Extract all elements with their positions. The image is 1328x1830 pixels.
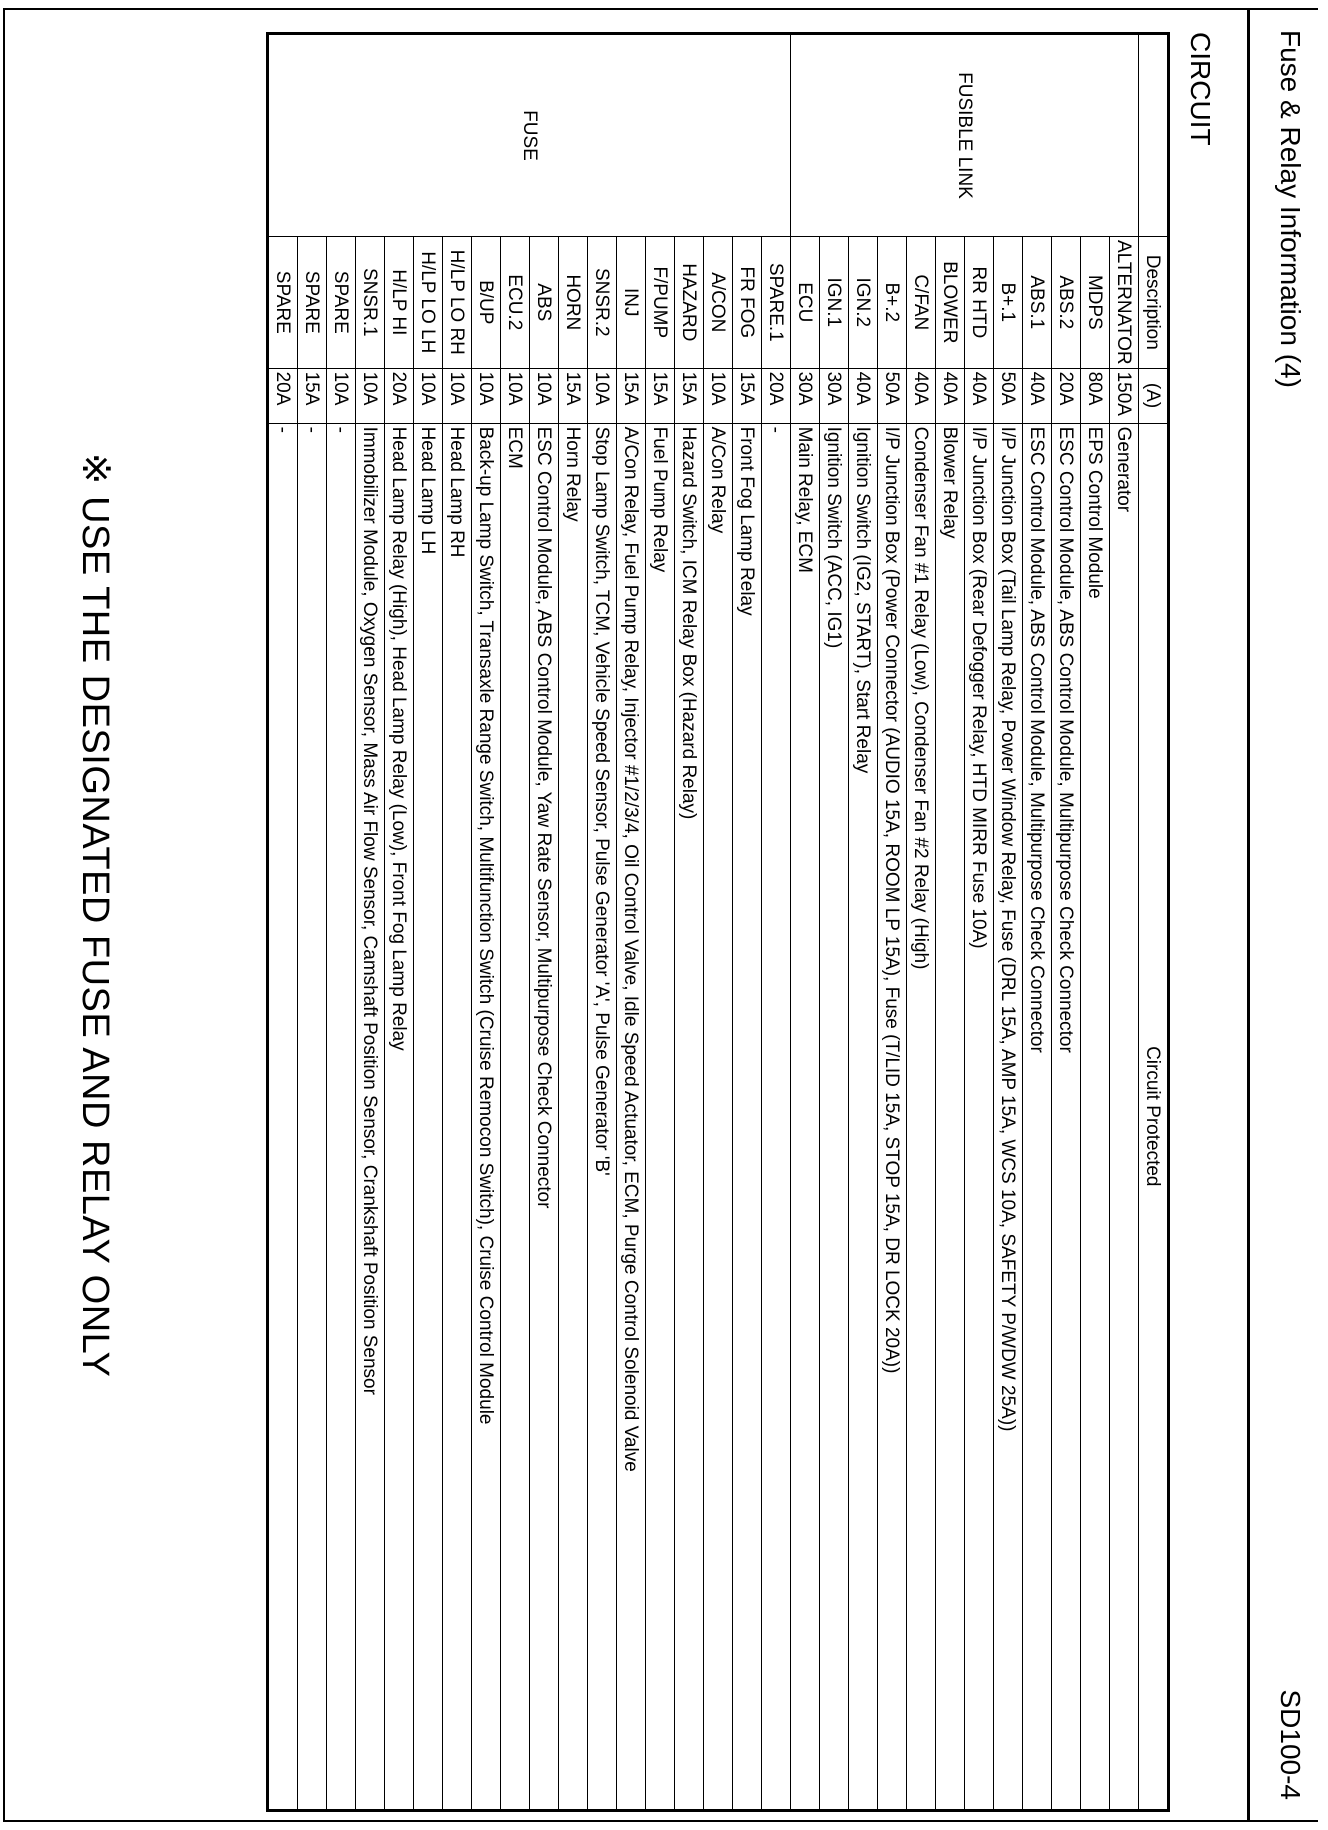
circuit-protected-cell: - <box>762 423 791 1810</box>
amp-cell: 10A <box>704 368 733 423</box>
page-code: SD100-4 <box>1275 1689 1306 1800</box>
amp-cell: 10A <box>501 368 530 423</box>
amp-cell: 10A <box>472 368 501 423</box>
amp-cell: 50A <box>878 368 907 423</box>
table-row <box>356 34 385 1811</box>
circuit-protected-cell: - <box>327 423 356 1810</box>
circuit-protected-cell: Ignition Switch (IG2, START), Start Relay <box>849 423 878 1810</box>
table-row <box>588 34 617 1811</box>
amp-cell: 10A <box>414 368 443 423</box>
table-row <box>791 34 820 1811</box>
amp-cell: 20A <box>385 368 414 423</box>
description-cell: ABS.2 <box>1052 237 1081 369</box>
description-cell: H/LP LO LH <box>414 237 443 369</box>
table-row <box>298 34 327 1811</box>
amp-cell: 20A <box>762 368 791 423</box>
description-header: Description <box>1139 237 1169 369</box>
circuit-protected-cell: ESC Control Module, ABS Control Module, Multipurpose Check Connector <box>1052 423 1081 1810</box>
header-divider <box>1247 8 1250 1822</box>
table-row <box>443 34 472 1811</box>
amp-cell: 15A <box>617 368 646 423</box>
amp-cell: 15A <box>298 368 327 423</box>
circuit-protected-cell: A/Con Relay, Fuel Pump Relay, Injector #1/2/3/4, Oil Control Valve, Idle Speed Actuator, ECM, Purge Control Solenoid Valve <box>617 423 646 1810</box>
amp-cell: 40A <box>936 368 965 423</box>
frame-right-border <box>3 1820 1318 1822</box>
circuit-protected-cell: I/P Junction Box (Power Connector (AUDIO 15A, ROOM LP 15A), Fuse (T/LID 15A, STOP 15A, DR LOCK 20A)) <box>878 423 907 1810</box>
amp-cell: 20A <box>1052 368 1081 423</box>
table-row <box>1110 34 1139 1811</box>
circuit-protected-cell: Main Relay, ECM <box>791 423 820 1810</box>
description-cell: RR HTD <box>965 237 994 369</box>
description-cell: SPARE <box>298 237 327 369</box>
table-row <box>501 34 530 1811</box>
circuit-protected-cell: ESC Control Module, ABS Control Module, Multipurpose Check Connector <box>1023 423 1052 1810</box>
table-row <box>820 34 849 1811</box>
table-row <box>646 34 675 1811</box>
circuit-protected-cell: Head Lamp LH <box>414 423 443 1810</box>
table-row <box>704 34 733 1811</box>
description-cell: BLOWER <box>936 237 965 369</box>
amp-cell: 15A <box>733 368 762 423</box>
amp-header: (A) <box>1139 368 1169 423</box>
table-header-row <box>1139 34 1169 1811</box>
circuit-protected-cell: Immobilizer Module, Oxygen Sensor, Mass Air Flow Sensor, Camshaft Position Sensor, Crankshaft Position Sensor <box>356 423 385 1810</box>
circuit-protected-cell: Front Fog Lamp Relay <box>733 423 762 1810</box>
circuit-protected-cell: - <box>268 423 298 1810</box>
circuit-protected-cell: Blower Relay <box>936 423 965 1810</box>
table-row <box>849 34 878 1811</box>
description-cell: C/FAN <box>907 237 936 369</box>
usage-note: ※ USE THE DESIGNATED FUSE AND RELAY ONLY <box>74 452 116 1378</box>
circuit-protected-cell: I/P Junction Box (Rear Defogger Relay, HTD MIRR Fuse 10A) <box>965 423 994 1810</box>
amp-cell: 10A <box>443 368 472 423</box>
description-cell: SPARE <box>327 237 356 369</box>
circuit-protected-cell: Ignition Switch (ACC, IG1) <box>820 423 849 1810</box>
circuit-protected-header: Circuit Protected <box>1139 423 1169 1810</box>
description-cell: ECU.2 <box>501 237 530 369</box>
description-cell: B/UP <box>472 237 501 369</box>
description-cell: IGN.1 <box>820 237 849 369</box>
table-row <box>965 34 994 1811</box>
table-row <box>936 34 965 1811</box>
table-row <box>1081 34 1110 1811</box>
table-body <box>268 34 1139 1811</box>
description-cell: ECU <box>791 237 820 369</box>
amp-cell: 10A <box>356 368 385 423</box>
circuit-protected-cell: Fuel Pump Relay <box>646 423 675 1810</box>
table-row <box>1023 34 1052 1811</box>
table-row <box>472 34 501 1811</box>
table-row <box>1052 34 1081 1811</box>
description-cell: B+.1 <box>994 237 1023 369</box>
frame-bottom-border <box>3 8 5 1822</box>
amp-cell: 30A <box>791 368 820 423</box>
circuit-table <box>266 32 1170 1812</box>
table-row <box>675 34 704 1811</box>
description-cell: H/LP LO RH <box>443 237 472 369</box>
circuit-protected-cell: - <box>298 423 327 1810</box>
table-row <box>268 34 298 1811</box>
description-cell: IGN.2 <box>849 237 878 369</box>
table-row <box>414 34 443 1811</box>
amp-cell: 150A <box>1110 368 1139 423</box>
amp-cell: 15A <box>675 368 704 423</box>
amp-cell: 10A <box>530 368 559 423</box>
circuit-protected-cell: Generator <box>1110 423 1139 1810</box>
description-cell: INJ <box>617 237 646 369</box>
description-cell: SPARE.1 <box>762 237 791 369</box>
description-cell: FR FOG <box>733 237 762 369</box>
amp-cell: 10A <box>327 368 356 423</box>
table-row <box>559 34 588 1811</box>
description-cell: A/CON <box>704 237 733 369</box>
amp-cell: 40A <box>965 368 994 423</box>
description-cell: F/PUMP <box>646 237 675 369</box>
circuit-protected-cell: A/Con Relay <box>704 423 733 1810</box>
description-cell: ALTERNATOR <box>1110 237 1139 369</box>
description-cell: HAZARD <box>675 237 704 369</box>
table-row <box>530 34 559 1811</box>
circuit-protected-cell: Stop Lamp Switch, TCM, Vehicle Speed Sensor, Pulse Generator 'A', Pulse Generator 'B' <box>588 423 617 1810</box>
description-cell: H/LP HI <box>385 237 414 369</box>
table-row <box>994 34 1023 1811</box>
table-row <box>907 34 936 1811</box>
description-cell: SNSR.1 <box>356 237 385 369</box>
circuit-protected-cell: Hazard Switch, ICM Relay Box (Hazard Relay) <box>675 423 704 1810</box>
description-cell: SPARE <box>268 237 298 369</box>
circuit-protected-cell: Head Lamp Relay (High), Head Lamp Relay (Low), Front Fog Lamp Relay <box>385 423 414 1810</box>
circuit-protected-cell: ECM <box>501 423 530 1810</box>
category-header <box>1139 34 1169 237</box>
description-cell: MDPS <box>1081 237 1110 369</box>
description-cell: B+.2 <box>878 237 907 369</box>
table-row <box>762 34 791 1811</box>
frame-left-border <box>3 8 1318 10</box>
circuit-protected-cell: I/P Junction Box (Tail Lamp Relay, Power Window Relay, Fuse (DRL 15A, AMP 15A, WCS 10A, SAFETY P/WDW 25A)) <box>994 423 1023 1810</box>
circuit-protected-cell: Head Lamp RH <box>443 423 472 1810</box>
amp-cell: 50A <box>994 368 1023 423</box>
amp-cell: 20A <box>268 368 298 423</box>
description-cell: ABS.1 <box>1023 237 1052 369</box>
amp-cell: 80A <box>1081 368 1110 423</box>
description-cell: SNSR.2 <box>588 237 617 369</box>
circuit-protected-cell: ESC Control Module, ABS Control Module, Yaw Rate Sensor, Multipurpose Check Connector <box>530 423 559 1810</box>
section-title: CIRCUIT <box>1185 32 1216 146</box>
amp-cell: 40A <box>849 368 878 423</box>
category-cell: FUSE <box>268 34 791 237</box>
circuit-protected-cell: Condenser Fan #1 Relay (Low), Condenser Fan #2 Relay (High) <box>907 423 936 1810</box>
table-row <box>617 34 646 1811</box>
circuit-protected-cell: EPS Control Module <box>1081 423 1110 1810</box>
amp-cell: 15A <box>559 368 588 423</box>
circuit-protected-cell: Back-up Lamp Switch, Transaxle Range Switch, Multifunction Switch (Cruise Remocon Switch), Cruise Control Module <box>472 423 501 1810</box>
page-title: Fuse & Relay Information (4) <box>1275 30 1306 388</box>
amp-cell: 10A <box>588 368 617 423</box>
description-cell: HORN <box>559 237 588 369</box>
table-row <box>733 34 762 1811</box>
amp-cell: 40A <box>1023 368 1052 423</box>
amp-cell: 30A <box>820 368 849 423</box>
description-cell: ABS <box>530 237 559 369</box>
table-row <box>878 34 907 1811</box>
category-cell: FUSIBLE LINK <box>791 34 1139 237</box>
circuit-protected-cell: Horn Relay <box>559 423 588 1810</box>
amp-cell: 40A <box>907 368 936 423</box>
amp-cell: 15A <box>646 368 675 423</box>
table-row <box>327 34 356 1811</box>
table-row <box>385 34 414 1811</box>
